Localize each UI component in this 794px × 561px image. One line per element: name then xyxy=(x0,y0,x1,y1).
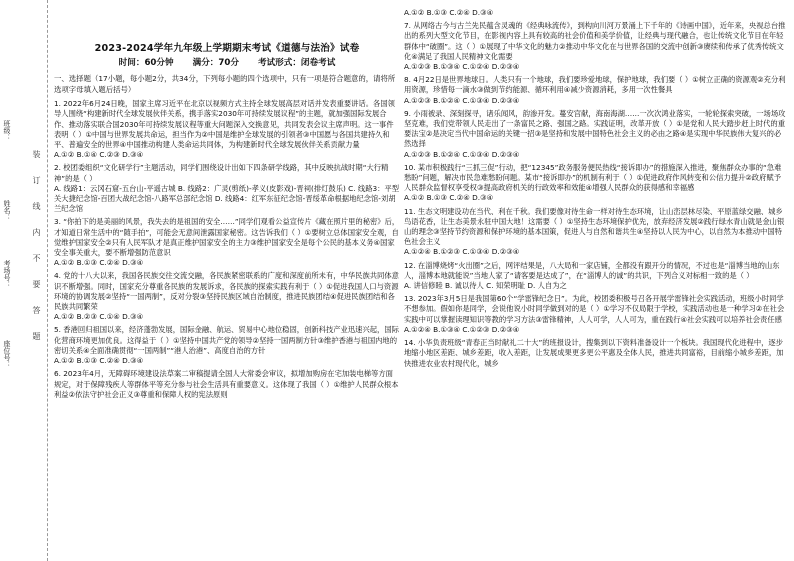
question-5-options: A.①② B.①③ C.②④ D.③④ xyxy=(54,356,144,366)
question-5-text: 5. 香港回归祖国以来，经济蓬勃发展，国际金融、航运、贸易中心地位稳固，创新科技产业迅速兴起，国际化营商环境更加优良。这得益于（ ）①坚持中国共产党的领导②坚持一国两制方针③维护香港与祖国内地的密切关系④全面准确贯彻“一国两制”“港人治港”、高度自治的方针 xyxy=(54,325,399,355)
question-10 xyxy=(404,163,788,204)
question-13 xyxy=(404,294,788,335)
binding-field-class: 班级： xyxy=(3,120,11,141)
right-column xyxy=(404,8,788,372)
binding-margin xyxy=(0,0,48,561)
question-3-options: A.①② B.①③ C.②④ D.③④ xyxy=(54,258,144,268)
question-2-options: A. 线路1：云冈石窟-五台山-平遥古城 B. 线路2：广灵(剪纸)-孝义(皮影戏)-晋祠(排灯鼓乐) C. 线路3：平型关大捷纪念馆-百团大战纪念馆-八路军总部纪念馆 D. 线路4：红军东征纪念馆-晋绥革命根据地纪念馆-刘胡兰纪念馆 xyxy=(54,183,400,214)
question-1-text: 1. 2022年6月24日晚，国家主席习近平在北京以视频方式主持全球发展高层对话并发表重要讲话。各国领导人围绕“构建新时代全球发展伙伴关系，携手落实2030年可持续发展议程”的主题，就加强国际发展合作、推动落实联合国2030年可持续发展议程等重大问题深入交换意见，共同发表会议主席声明。这一事件表明（ ）①中国与世界发展共命运，担当作为②中国是维护全球发展的引领者③中国愿与各国共建持久和平、普遍安全的世界④中国推动构建人类命运共同体，为构建新时代全球发展伙伴关系贡献力量 xyxy=(54,99,395,150)
question-5 xyxy=(54,325,400,366)
question-13-options: A.①②④ B.①③④ C.①②③ D.②③④ xyxy=(404,324,520,334)
question-6-options: A.①② B.①③ C.②④ D.③④ xyxy=(404,8,494,17)
exam-time: 时间：60分钟 xyxy=(118,58,174,69)
question-3-text: 3. “你拍下的是美丽的风景，我失去的是祖国的安全……”同学们观看公益宣传片《藏在照片里的秘密》后，才知道日常生活中的“随手拍”，可能会无意间泄露国家秘密。这告诉我们（ ）①要树立总体国家安全观，自觉维护国家安全②只有人民军队才是真正维护国家安全的主力③维护国家安全是每个公民的基本义务④国家安全事关重大，要不断增强防范意识 xyxy=(54,217,400,258)
exam-score: 满分：70分 xyxy=(192,58,239,69)
section-intro: 一、选择题（17小题，每小题2分，共34分，下列每小题的四个选项中，只有一项是符合题意的，请将所选项字母填入题后括号） xyxy=(54,74,396,94)
question-9-options: A.①②③ B.①②④ C.①③④ D.②③④ xyxy=(404,149,520,159)
question-9-text: 9. 小雨被录、深刻探寻，诸乐闻风，韵渗开发。蔓安宫献，海南海湖……一次次鸿业落实，一轮轮探索突破，一场场攻坚克难，我们党带领人民走出了一条富民之路、强国之路。实践证明，改革开放（ ）①是党和人民大踏步赶上时代的重要法宝②是决定当代中国命运的关键一招③是坚持和发展中国特色社会主义的必由之路④是实现中华民族伟大复兴的必然选择 xyxy=(404,108,786,149)
binding-note: 装订线内不要答题 xyxy=(32,150,41,358)
binding-field-seat: 座位号： xyxy=(3,340,11,368)
left-column xyxy=(54,8,400,403)
question-11-options: A.①②④ B.①②③ C.①③④ D.②③④ xyxy=(404,247,520,257)
question-11 xyxy=(404,207,788,258)
question-2 xyxy=(54,163,400,214)
question-3 xyxy=(54,217,400,268)
question-8-options: A.①②③ B.①②④ C.①③④ D.②③④ xyxy=(404,95,520,105)
exam-form: 考试形式：闭卷考试 xyxy=(257,58,336,69)
question-12-text: 12. 在淄博烧烤“火出圈”之后，网评结果是，八大局和一家店铺，全都没有跟开分的情况，不过也是“淄博当地的山东人，淄博本地就能说”当地人家了“请客要是达成了”，在“淄博人的诚”的共识，下列合义对标相一致的是（ ） xyxy=(404,260,780,280)
question-11-text: 11. 生态文明建设功在当代、利在千秋。我们要像对待生命一样对待生态环境，让山峦层林尽染、平原蓝绿交融、城乡鸟语花香，让生态美景永驻中国大地！这需要（ ）①坚持生态环境保护优先，放弃经济发展②践行绿水青山就是金山银山的理念③坚持节约资源和保护环境的基本国策，促进人与自然和谐共生④坚持以人民为中心，以自然为本推动中国特色社会主义 xyxy=(404,206,785,247)
question-6-cont xyxy=(404,8,788,18)
question-9 xyxy=(404,109,788,160)
question-8-text: 8. 4月22日是世界地球日。人类只有一个地球，我们要珍爱地球，保护地球，我们要（ ）①树立正确的资源观②充分利用资源，珍惜每一滴水③做到节约能源、循环利用④减少资源消耗，多用一次性餐具 xyxy=(404,75,786,95)
question-12-options: A. 讲信修睦 B. 诚以待人 C. 知荣明耻 D. 人自为之 xyxy=(404,281,567,291)
question-13-text: 13. 2023年3月5日是我国第60个“学雷锋纪念日”。为此，校团委积极号召各开展学雷锋社会实践活动，班级小时同学不想参加。假如你是同学，会说他说小时同学做到对的是（ ）①学习不仅局限于学校，实践活动也是一种学习②在社会实践中可以掌握读理知识等教的学习方法③雷锋精神，人人可学，人人可为，重在践行④社会实践可以培养社会责任感 xyxy=(404,294,785,324)
question-4 xyxy=(54,271,400,322)
question-4-text: 4. 党的十八大以来，我国各民族交往交流交融，各民族紧密联系的广度和深度前所未有，中华民族共同体意识不断增强。同时，国家充分尊重各民族的发展诉求，各民族的探索实践有利于（ ）①促进我国人口与资源环境的协调发展②坚持“一国两制”，反对分裂③坚持民族区域自治制度，推进民族团结④促进民族团结和各民族共同繁荣 xyxy=(54,271,399,312)
binding-field-room: 考场号： xyxy=(3,260,11,288)
question-14 xyxy=(404,338,788,369)
question-1 xyxy=(54,99,400,160)
question-1-options: A.①② B.①④ C.②③ D.③④ xyxy=(54,150,144,160)
question-8 xyxy=(404,75,788,106)
binding-field-name: 姓名： xyxy=(3,200,11,221)
question-7 xyxy=(404,21,788,72)
question-6 xyxy=(54,369,400,400)
question-7-options: A.①②③ B.①③④ C.①②④ D.②③④ xyxy=(404,62,520,72)
question-2-text: 2. 校团委组织“文化研学行”主题活动，同学们围绕设计出如下四条研学线路，其中反映抗战时期“大行精神”的是（ ） xyxy=(54,163,389,183)
exam-meta xyxy=(54,58,400,68)
question-12 xyxy=(404,261,788,292)
question-14-text: 14. 小华负责班级“青春正当时献礼二十大”的班报设计，搜集到以下资料准备设计一个板块。我国现代化进程中，逐步地缩小地区差距、城乡差距，收入差距，让发展成果更多更公平惠及全体人民，推进共同富裕，目前缩小城乡差距，加快推进农业农村现代化，城乡 xyxy=(404,338,784,368)
question-4-options: A.①② B.②③ C.①④ D.③④ xyxy=(54,312,144,322)
question-7-text: 7. 从网络古今与古兰先民蕴含灵魂的《经典咏流传》，到构向川河万景涌上下千年的《诗画中国》，近年来，央视总台推出的系列大型文化节目，在影视内容上具有较高的社会价值和美学价值，让经典与现代融合，也让传统文化节目在年轻群体中“破圈”。这（ ）①展现了中华文化的魅力②推动中华文化在与世界各国的交流中创新③赓续和传承了优秀传统文化④满足了我国人民精神文化需要 xyxy=(404,21,786,61)
question-10-options: A.①② B.①③ C.②④ D.③④ xyxy=(404,193,494,203)
exam-title: 2023-2024学年九年级上学期期末考试《道德与法治》试卷 xyxy=(94,43,360,54)
question-6-text: 6. 2023年4月，无障碍环境建设法草案二审稿提请全国人大常委会审议，拟增加购房在宅加装电梯等方面规定，对于保障残疾人等群体平等充分参与社会生活具有重要意义。这体现了我国（ ）①维护人民群众根本利益②依法守护社会正义③尊重和保障人权的宪法原则 xyxy=(54,369,399,399)
question-10-text: 10. 某市积极践行“三抓三促”行动，把“12345”政务服务便民热线“接诉即办”的措施深入推进，聚焦群众办事的“急难愁盼”问题，解决市民急难愁盼问题。某市“接诉即办”的机制有利于（ ）①促进政府作风转变和公信力提升②政府赋予人民群众监督权享受权③提高政府机关的行政效率和效能④增强人民群众的获得感和幸福感 xyxy=(404,162,782,193)
